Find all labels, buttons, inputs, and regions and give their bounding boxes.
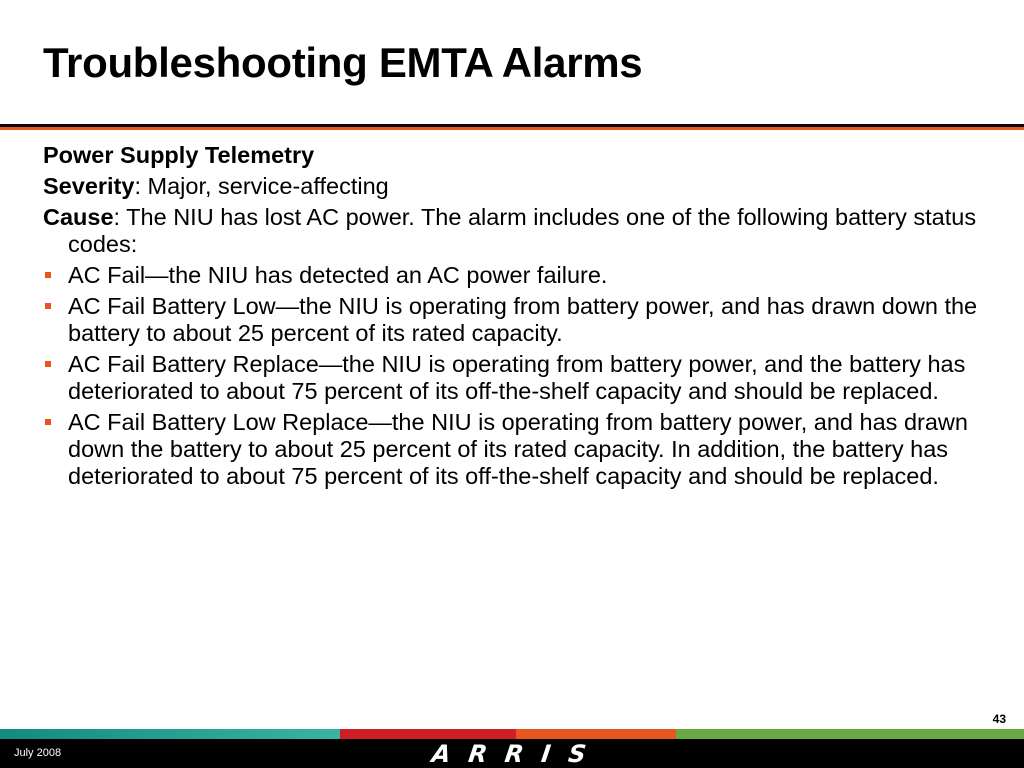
arris-logo: [432, 739, 604, 768]
severity-line: [43, 173, 983, 200]
cause-value: : The NIU has lost AC power. The alarm includes one of the following battery status codes:: [68, 204, 977, 257]
cause-line: [43, 204, 983, 258]
list-item-text: AC Fail—the NIU has detected an AC power failure.: [68, 262, 608, 288]
list-item-text: AC Fail Battery Low Replace—the NIU is operating from battery power, and has drawn down the battery to about 25 percent of its rated capacity. In addition, the battery has deteriorated to about 75 percent of its off-the-shelf capacity and should be replaced.: [68, 409, 968, 489]
logo-text: ARRIS: [430, 739, 606, 768]
slide-body: [43, 142, 983, 494]
severity-label: Severity: [43, 173, 135, 199]
list-item: [43, 293, 983, 347]
strip-segment-green: [676, 729, 1024, 739]
square-bullet-icon: [45, 272, 51, 278]
slide-title: Troubleshooting EMTA Alarms: [43, 39, 643, 86]
status-code-list: [43, 262, 983, 490]
footer-color-strip: [0, 729, 1024, 739]
footer-bar: [0, 739, 1024, 768]
list-item: [43, 409, 983, 490]
square-bullet-icon: [45, 419, 51, 425]
section-heading: Power Supply Telemetry: [43, 142, 315, 168]
square-bullet-icon: [45, 361, 51, 367]
cause-label: Cause: [43, 204, 114, 230]
page-number: 43: [992, 712, 1006, 726]
strip-segment-red: [340, 729, 516, 739]
title-divider-accent: [0, 127, 1024, 130]
square-bullet-icon: [45, 303, 51, 309]
list-item: [43, 262, 983, 289]
list-item-text: AC Fail Battery Replace—the NIU is operating from battery power, and the battery has deteriorated to about 75 percent of its off-the-shelf capacity and should be replaced.: [68, 351, 966, 404]
strip-segment-orange: [516, 729, 676, 739]
footer-date: July 2008: [14, 747, 62, 759]
strip-segment-teal: [0, 729, 340, 739]
list-item: [43, 351, 983, 405]
list-item-text: AC Fail Battery Low—the NIU is operating from battery power, and has drawn down the battery to about 25 percent of its rated capacity.: [68, 293, 978, 346]
severity-value: : Major, service-affecting: [134, 173, 389, 199]
